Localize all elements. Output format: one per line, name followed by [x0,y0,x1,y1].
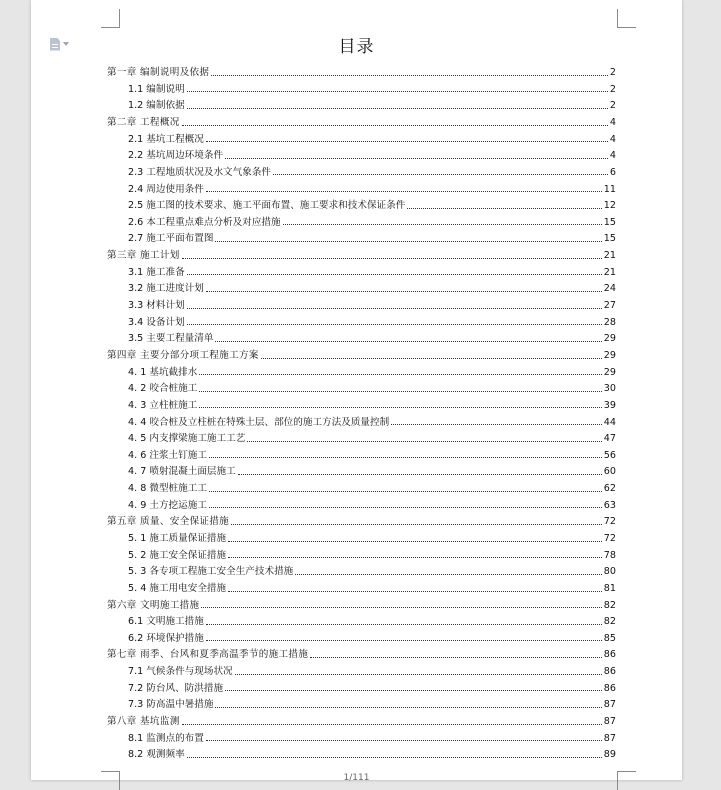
toc-section-entry[interactable] [107,560,616,577]
toc-dot-leader [206,740,602,741]
toc-chapter-entry[interactable] [107,594,616,611]
toc-section-entry[interactable] [107,94,616,111]
toc-entry-text: 第二章 工程概况 [107,116,180,128]
toc-page-number: 80 [603,566,616,578]
toc-dot-leader [199,374,601,375]
toc-dot-leader [187,324,602,325]
toc-section-entry[interactable] [107,410,616,427]
toc-entry-text: 第八章 基坑监测 [107,716,180,728]
toc-entry-text: 3.2 施工进度计划 [128,283,204,295]
toc-dot-leader [235,674,602,675]
toc-page-number: 86 [603,666,616,678]
toc-section-entry[interactable] [107,427,616,444]
toc-page-number: 86 [603,682,616,694]
toc-section-entry[interactable] [107,460,616,477]
toc-entry-text: 2.1 基坑工程概况 [128,133,204,145]
toc-entry-text: 第五章 质量、安全保证措施 [107,516,230,528]
document-page [31,0,682,783]
toc-page-number: 78 [603,549,616,561]
toc-section-entry[interactable] [107,128,616,145]
toc-page-number: 30 [603,383,616,395]
toc-dot-leader [209,491,602,492]
toc-dot-leader [206,624,602,625]
toc-page-number: 4 [609,133,616,145]
toc-entry-text: 2.2 基坑周边环境条件 [128,150,224,162]
toc-entry-text: 2.7 施工平面布置图 [128,233,214,245]
toc-dot-leader [182,724,602,725]
toc-chapter-entry[interactable] [107,710,616,727]
toc-entry-text: 7.2 防台风、防洪措施 [128,682,224,694]
toc-dot-leader [215,241,601,242]
toc-page-number: 28 [603,316,616,328]
toc-entry-text: 5. 1 施工质量保证措施 [128,532,227,544]
toc-page-number: 39 [603,399,616,411]
toc-entry-text: 第七章 雨季、台风和夏季高温季节的施工措施 [107,649,309,661]
toc-entry-text: 7.1 气候条件与现场状况 [128,666,233,678]
toc-entry-text: 4. 4 咬合桩及立柱桩在特殊土层、部位的施工方法及质量控制 [128,416,390,428]
toc-section-entry[interactable] [107,693,616,710]
toc-dot-leader [238,474,602,475]
toc-page-number: 81 [603,582,616,594]
toc-page-number: 87 [603,732,616,744]
toc-page-number: 72 [603,532,616,544]
toc-entry-text: 4. 3 立柱桩施工 [128,399,198,411]
toc-page-number: 11 [603,183,616,195]
toc-entry-text: 8.1 监测点的布置 [128,732,204,744]
page-number-footer: 1/111 [343,773,370,783]
toc-section-entry[interactable] [107,277,616,294]
toc-page-number: 85 [603,632,616,644]
toc-entry-text: 4. 1 基坑截排水 [128,366,198,378]
toc-dot-leader [187,757,602,758]
toc-chapter-entry[interactable] [107,344,616,361]
toc-chapter-entry[interactable] [107,244,616,261]
toc-entry-text: 2.4 周边使用条件 [128,183,204,195]
toc-dot-leader [228,591,602,592]
toc-entry-text: 4. 8 微型桩施工工 [128,483,207,495]
toc-page-number: 89 [603,749,616,761]
toc-dot-leader [228,557,602,558]
toc-entry-text: 4. 2 咬合桩施工 [128,383,198,395]
toc-entry-text: 4. 6 注浆土钉施工 [128,449,207,461]
toc-section-entry[interactable] [107,394,616,411]
toc-dot-leader [215,341,601,342]
toc-dot-leader [225,690,602,691]
toc-entry-text: 3.1 施工准备 [128,266,185,278]
toc-dot-leader [295,574,602,575]
toc-dot-leader [199,407,601,408]
toc-dot-leader [187,108,608,109]
toc-page-number: 82 [603,599,616,611]
toc-section-entry[interactable] [107,527,616,544]
toc-chapter-entry[interactable] [107,510,616,527]
toc-entry-text: 2.6 本工程重点难点分析及对应措施 [128,216,281,228]
toc-entry-text: 6.2 环境保护措施 [128,632,204,644]
toc-page-number: 29 [603,333,616,345]
toc-entry-text: 第六章 文明施工措施 [107,599,200,611]
toc-dot-leader [407,208,601,209]
toc-entry-text: 3.3 材料计划 [128,300,185,312]
toc-entry-text: 5. 2 施工安全保证措施 [128,549,227,561]
toc-section-entry[interactable] [107,477,616,494]
toc-page-number: 6 [609,166,616,178]
toc-page-number: 60 [603,466,616,478]
toc-section-entry[interactable] [107,727,616,744]
toc-page-number: 87 [603,699,616,711]
toc-page-number: 47 [603,433,616,445]
toc-section-entry[interactable] [107,327,616,344]
toc-dot-leader [283,224,602,225]
toc-entry-text: 4. 7 喷射混凝土面层施工 [128,466,236,478]
toc-chapter-entry[interactable] [107,61,616,78]
toc-dot-leader [247,441,601,442]
toc-page-number: 29 [603,366,616,378]
toc-dot-leader [206,141,608,142]
toc-page-number: 2 [609,100,616,112]
toc-section-entry[interactable] [107,294,616,311]
toc-section-entry[interactable] [107,161,616,178]
toc-entry-text: 2.5 施工图的技术要求、施工平面布置、施工要求和技术保证条件 [128,200,406,212]
toc-dot-leader [187,308,602,309]
toc-page-number: 87 [603,716,616,728]
toc-dot-leader [201,607,601,608]
toc-section-entry[interactable] [107,544,616,561]
toc-page-number: 29 [603,349,616,361]
toc-section-entry[interactable] [107,227,616,244]
toc-page-number: 2 [609,83,616,95]
crop-mark-top-right [617,9,636,28]
toc-section-entry[interactable] [107,78,616,95]
toc-entry-text: 1.2 编制依据 [128,100,185,112]
toc-section-entry[interactable] [107,577,616,594]
toc-entry-text: 2.3 工程地质状况及水文气象条件 [128,166,272,178]
toc-page-number: 2 [609,67,616,79]
toc-entry-text: 1.1 编制说明 [128,83,185,95]
toc-dot-leader [273,174,608,175]
toc-page-number: 4 [609,150,616,162]
toc-page-number: 15 [603,233,616,245]
toc-dot-leader [206,640,602,641]
toc-section-entry[interactable] [107,743,616,760]
toc-entry-text: 第三章 施工计划 [107,250,180,262]
toc-chapter-entry[interactable] [107,643,616,660]
toc-dot-leader [209,507,602,508]
toc-page-number: 24 [603,283,616,295]
toc-dot-leader [310,657,602,658]
toc-page-number: 72 [603,516,616,528]
toc-dot-leader [182,125,608,126]
toc-dot-leader [206,191,602,192]
toc-entry-text: 5. 4 施工用电安全措施 [128,582,227,594]
toc-entry-text: 第四章 主要分部分项工程施工方案 [107,349,259,361]
toc-section-entry[interactable] [107,211,616,228]
toc-page-number: 12 [603,200,616,212]
toc-page-number: 86 [603,649,616,661]
toc-entry-text: 7.3 防高温中暑措施 [128,699,214,711]
toc-dot-leader [199,391,601,392]
toc-dot-leader [187,91,608,92]
toc-section-entry[interactable] [107,677,616,694]
toc-section-entry[interactable] [107,494,616,511]
toc-section-entry[interactable] [107,261,616,278]
table-of-contents [107,61,616,760]
toc-section-entry[interactable] [107,311,616,328]
toc-dot-leader [187,274,602,275]
toc-section-entry[interactable] [107,627,616,644]
toc-dot-leader [209,457,602,458]
toc-entry-text: 6.1 文明施工措施 [128,616,204,628]
toc-page-number: 21 [603,266,616,278]
toc-page-number: 4 [609,116,616,128]
toc-section-entry[interactable] [107,444,616,461]
toc-page-number: 15 [603,216,616,228]
toc-entry-text: 3.5 主要工程量清单 [128,333,214,345]
toc-dot-leader [225,158,608,159]
toc-dot-leader [211,75,608,76]
toc-dot-leader [215,707,601,708]
toc-dot-leader [182,258,602,259]
toc-page-number: 44 [603,416,616,428]
toc-section-entry[interactable] [107,177,616,194]
toc-section-entry[interactable] [107,660,616,677]
toc-page-number: 27 [603,300,616,312]
toc-entry-text: 第一章 编制说明及依据 [107,67,210,79]
toc-page-number: 62 [603,483,616,495]
toc-dot-leader [231,524,602,525]
toc-section-entry[interactable] [107,144,616,161]
toc-dot-leader [261,358,602,359]
toc-entry-text: 8.2 观测频率 [128,749,185,761]
toc-entry-text: 5. 3 各专项工程施工安全生产技术措施 [128,566,294,578]
toc-page-number: 21 [603,250,616,262]
toc-page-number: 63 [603,499,616,511]
toc-section-entry[interactable] [107,194,616,211]
toc-page-number: 82 [603,616,616,628]
toc-entry-text: 4. 9 土方挖运施工 [128,499,207,511]
toc-dot-leader [228,541,602,542]
toc-dot-leader [391,424,602,425]
toc-section-entry[interactable] [107,361,616,378]
toc-page-number: 56 [603,449,616,461]
toc-dot-leader [206,291,602,292]
toc-section-entry[interactable] [107,377,616,394]
toc-chapter-entry[interactable] [107,111,616,128]
crop-mark-top-left [101,9,120,28]
toc-title: 目录 [338,37,375,57]
toc-section-entry[interactable] [107,610,616,627]
toc-entry-text: 4. 5 内支撑梁施工施工工艺 [128,433,246,445]
toc-entry-text: 3.4 设备计划 [128,316,185,328]
